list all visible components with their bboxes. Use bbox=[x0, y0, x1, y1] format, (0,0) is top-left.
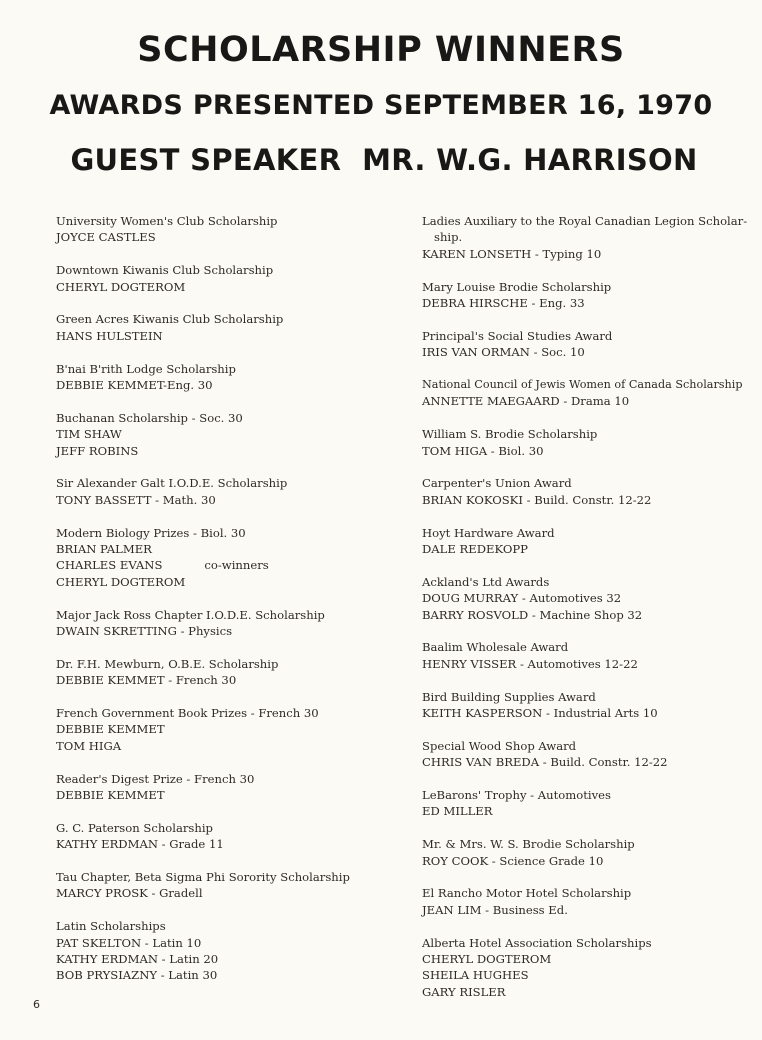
winner-name: CHRIS VAN BREDA - Build. Constr. 12-22 bbox=[422, 755, 668, 770]
award-entry bbox=[422, 525, 752, 558]
winner-name: KATHY ERDMAN - Latin 20 bbox=[56, 952, 219, 967]
award-entry bbox=[56, 262, 386, 295]
winner-name: KAREN LONSETH - Typing 10 bbox=[422, 246, 602, 261]
award-name: Mr. & Mrs. W. S. Brodie Scholarship bbox=[422, 837, 635, 852]
winner-name: CHARLES EVANS bbox=[56, 558, 163, 573]
award-entry bbox=[56, 525, 386, 591]
winner-name: BOB PRYSIAZNY - Latin 30 bbox=[56, 968, 218, 983]
winner-name: IRIS VAN ORMAN - Soc. 10 bbox=[422, 345, 585, 360]
award-entry bbox=[422, 574, 752, 623]
award-entry bbox=[422, 836, 752, 869]
winner-name: ED MILLER bbox=[422, 804, 493, 819]
award-entry bbox=[422, 738, 752, 771]
winner-name: BRIAN KOKOSKI - Build. Constr. 12-22 bbox=[422, 492, 652, 507]
left-column bbox=[56, 213, 386, 1000]
award-name: University Women's Club Scholarship bbox=[56, 214, 278, 228]
award-name: Tau Chapter, Beta Sigma Phi Sorority Scholarship bbox=[56, 870, 350, 885]
winner-name: GARY RISLER bbox=[422, 984, 506, 999]
award-name: Buchanan Scholarship - Soc. 30 bbox=[56, 410, 243, 425]
winner-name: ANNETTE MAEGAARD - Drama 10 bbox=[422, 394, 630, 409]
award-entry bbox=[422, 377, 752, 410]
page-title: SCHOLARSHIP WINNERS bbox=[137, 30, 625, 70]
award-entry bbox=[56, 213, 386, 246]
award-entry bbox=[56, 607, 386, 640]
award-name: Modern Biology Prizes - Biol. 30 bbox=[56, 525, 246, 540]
winner-name: TOM HIGA - Biol. 30 bbox=[422, 443, 544, 458]
award-entry bbox=[422, 475, 752, 508]
winner-name: CHERYL DOGTEROM bbox=[56, 279, 186, 294]
award-name: Mary Louise Brodie Scholarship bbox=[422, 279, 612, 294]
award-name: B'nai B'rith Lodge Scholarship bbox=[56, 361, 236, 376]
winner-name: DEBBIE KEMMET bbox=[56, 788, 165, 803]
winner-name: TIM SHAW bbox=[56, 427, 122, 442]
winner-name: BARRY ROSVOLD - Machine Shop 32 bbox=[422, 607, 643, 622]
award-name-continued: ship. bbox=[434, 230, 463, 245]
winner-name: TONY BASSETT - Math. 30 bbox=[56, 492, 216, 507]
winner-name: HENRY VISSER - Automotives 12-22 bbox=[422, 656, 638, 671]
award-name: Principal's Social Studies Award bbox=[422, 328, 613, 343]
right-column bbox=[422, 213, 752, 1017]
award-name: Hoyt Hardware Award bbox=[422, 525, 555, 540]
winner-name: PAT SKELTON - Latin 10 bbox=[56, 935, 202, 950]
award-name: Green Acres Kiwanis Club Scholarship bbox=[56, 312, 284, 327]
award-name: Ladies Auxiliary to the Royal Canadian Legion Scholar- bbox=[422, 214, 748, 228]
winner-name: BRIAN PALMER bbox=[56, 542, 152, 557]
winner-name: DEBBIE KEMMET - French 30 bbox=[56, 673, 237, 688]
award-entry bbox=[422, 787, 752, 820]
award-name: Baalim Wholesale Award bbox=[422, 640, 569, 655]
winner-line bbox=[56, 557, 386, 573]
co-winners-note: co-winners bbox=[204, 558, 269, 573]
award-entry bbox=[56, 410, 386, 459]
winner-name: DOUG MURRAY - Automotives 32 bbox=[422, 591, 622, 606]
award-entry bbox=[56, 475, 386, 508]
award-name: Downtown Kiwanis Club Scholarship bbox=[56, 263, 274, 278]
award-name: G. C. Paterson Scholarship bbox=[56, 820, 213, 835]
award-entry bbox=[422, 639, 752, 672]
award-entry bbox=[56, 311, 386, 344]
winner-name: SHEILA HUGHES bbox=[422, 968, 529, 983]
award-name: Alberta Hotel Association Scholarships bbox=[422, 935, 652, 950]
award-name: El Rancho Motor Hotel Scholarship bbox=[422, 886, 632, 901]
winner-name: ROY COOK - Science Grade 10 bbox=[422, 853, 604, 868]
winner-name: DEBRA HIRSCHE - Eng. 33 bbox=[422, 296, 585, 311]
winner-name: DEBBIE KEMMET bbox=[56, 722, 165, 737]
winner-name: JEFF ROBINS bbox=[56, 443, 139, 458]
winner-name: JEAN LIM - Business Ed. bbox=[422, 902, 568, 917]
award-name: Reader's Digest Prize - French 30 bbox=[56, 771, 255, 786]
winner-name: KEITH KASPERSON - Industrial Arts 10 bbox=[422, 706, 658, 721]
award-entry bbox=[56, 771, 386, 804]
award-name: LeBarons' Trophy - Automotives bbox=[422, 788, 611, 803]
award-entry bbox=[422, 328, 752, 361]
award-entry bbox=[56, 705, 386, 754]
award-name: Carpenter's Union Award bbox=[422, 476, 572, 491]
winner-name: DWAIN SKRETTING - Physics bbox=[56, 624, 233, 639]
winner-name: TOM HIGA bbox=[56, 738, 122, 753]
award-name: National Council of Jewis Women of Canada Scholarship bbox=[422, 378, 743, 392]
award-name: Sir Alexander Galt I.O.D.E. Scholarship bbox=[56, 476, 288, 491]
award-name: Latin Scholarships bbox=[56, 919, 166, 934]
award-name: Bird Building Supplies Award bbox=[422, 689, 596, 704]
award-name: Major Jack Ross Chapter I.O.D.E. Scholarship bbox=[56, 607, 325, 622]
award-name: William S. Brodie Scholarship bbox=[422, 427, 598, 442]
award-entry bbox=[422, 213, 752, 262]
award-name: Ackland's Ltd Awards bbox=[422, 574, 550, 589]
winner-name: MARCY PROSK - Gradell bbox=[56, 886, 203, 901]
winner-name: HANS HULSTEIN bbox=[56, 328, 163, 343]
award-name: Special Wood Shop Award bbox=[422, 738, 577, 753]
award-entry bbox=[422, 426, 752, 459]
winner-name: CHERYL DOGTEROM bbox=[422, 952, 552, 967]
award-entry bbox=[422, 279, 752, 312]
award-entry bbox=[56, 869, 386, 902]
award-name: Dr. F.H. Mewburn, O.B.E. Scholarship bbox=[56, 656, 279, 671]
winner-name: DEBBIE KEMMET-Eng. 30 bbox=[56, 378, 213, 393]
page-subtitle: AWARDS PRESENTED SEPTEMBER 16, 1970 bbox=[49, 90, 713, 121]
award-entry bbox=[422, 885, 752, 918]
winner-name: DALE REDEKOPP bbox=[422, 542, 528, 557]
winner-name: KATHY ERDMAN - Grade 11 bbox=[56, 837, 224, 852]
award-entry bbox=[422, 935, 752, 1001]
award-entry bbox=[56, 918, 386, 984]
award-entry bbox=[56, 361, 386, 394]
award-name: French Government Book Prizes - French 30 bbox=[56, 706, 319, 721]
guest-speaker-line: GUEST SPEAKER MR. W.G. HARRISON bbox=[70, 143, 698, 177]
award-entry bbox=[422, 689, 752, 722]
award-entry bbox=[56, 820, 386, 853]
award-entry bbox=[56, 656, 386, 689]
winner-name: CHERYL DOGTEROM bbox=[56, 574, 186, 589]
winner-name: JOYCE CASTLES bbox=[56, 230, 156, 245]
page-number: 6 bbox=[33, 998, 40, 1011]
